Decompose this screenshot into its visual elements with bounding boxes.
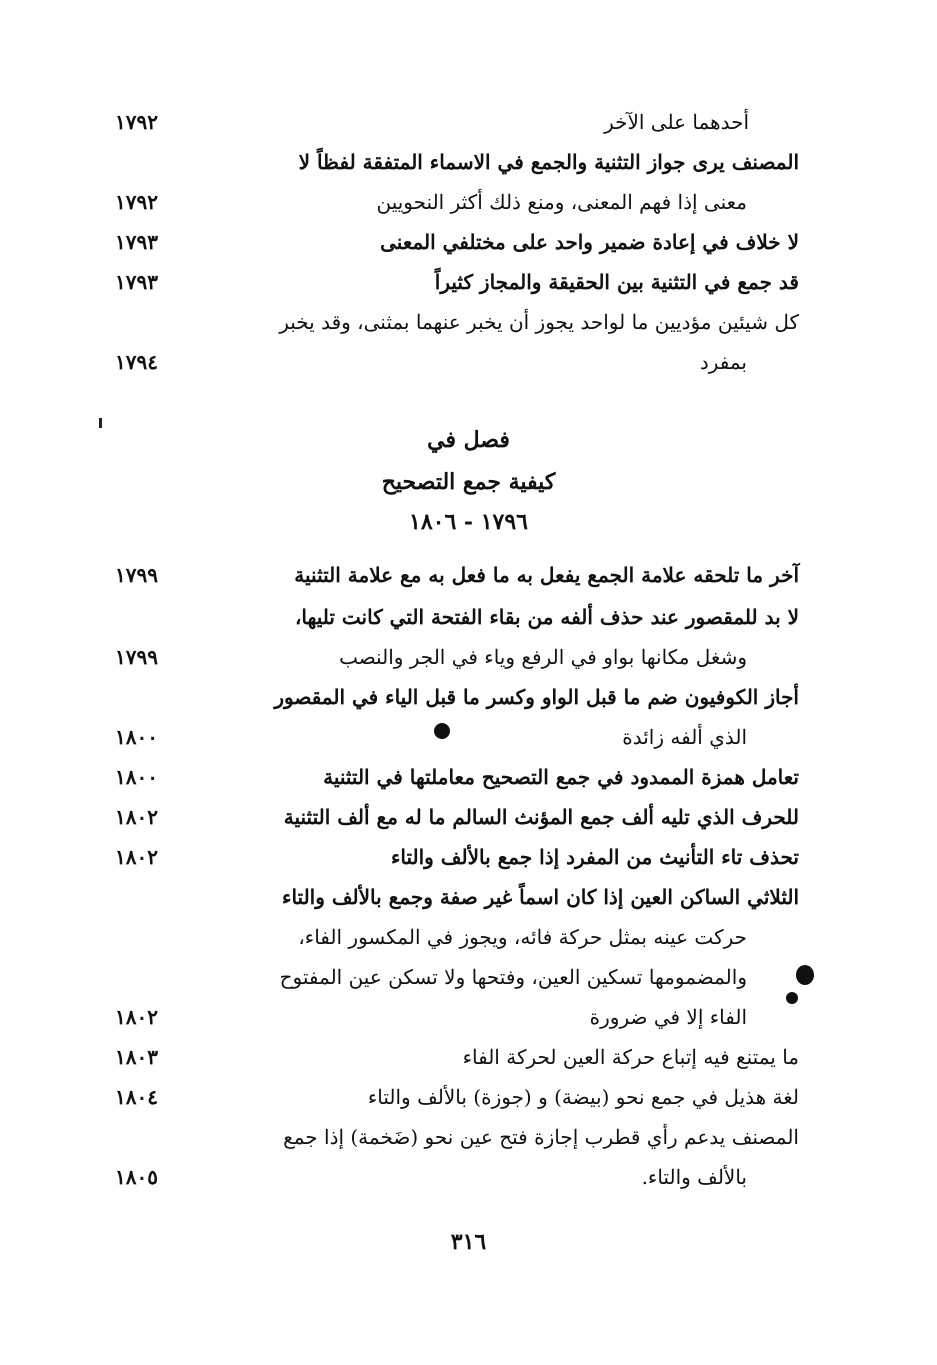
entry-number: ١٧٩٩ [115,645,158,669]
ink-blot [796,965,814,985]
index-entry [0,837,937,877]
entry-number: ١٧٩٩ [115,563,158,587]
entry-number: ١٨٠٣ [115,1045,158,1069]
scan-mark [99,418,102,428]
index-entry [0,1037,937,1077]
entry-text: والمضمومها تسكين العين، وفتحها ولا تسكن عين المفتوح [279,965,747,989]
entry-text: وشغل مكانها بواو في الرفع وياء في الجر والنصب [339,645,747,669]
index-entry [0,677,937,717]
entry-text: كل شيئين مؤديين ما لواحد يجوز أن يخبر عنهما بمثنى، وقد يخبر [279,310,799,334]
index-entry [0,797,937,837]
ink-blot [786,992,798,1004]
index-entry [0,102,937,142]
page-number: ٣١٦ [450,1229,487,1255]
entry-text: حركت عينه بمثل حركة فائه، ويجوز في المكسور الفاء، [298,925,747,949]
entry-text: الفاء إلا في ضرورة [589,1005,747,1029]
section-heading-line-2: كيفية جمع التصحيح [381,469,556,495]
entry-number: ١٧٩٢ [115,110,158,134]
index-entry [0,877,937,917]
entry-number: ١٨٠٢ [115,1005,158,1029]
entry-text: أجاز الكوفيون ضم ما قبل الواو وكسر ما قبل الياء في المقصور [274,685,799,709]
entry-number: ١٨٠٤ [115,1085,158,1109]
entry-number: ١٧٩٤ [115,350,158,374]
entry-text: معنى إذا فهم المعنى، ومنع ذلك أكثر النحويين [376,190,747,214]
entry-number: ١٨٠٥ [115,1165,158,1189]
entry-text: قد جمع في التثنية بين الحقيقة والمجاز كثيراً [434,270,799,294]
entry-number: ١٧٩٣ [115,270,158,294]
index-entry [0,262,937,302]
index-entry [0,597,937,637]
index-entry [0,342,937,382]
entry-text: أحدهما على الآخر [604,110,749,134]
entry-number: ١٧٩٢ [115,190,158,214]
entry-number: ١٨٠٠ [115,765,158,789]
index-entry [0,997,937,1037]
index-entry [0,222,937,262]
entry-text: الثلاثي الساكن العين إذا كان اسماً غير صفة وجمع بالألف والتاء [282,885,799,909]
entry-text: الذي ألفه زائدة [622,725,747,749]
index-entry [0,917,937,957]
entry-text: للحرف الذي تليه ألف جمع المؤنث السالم ما له مع ألف التثنية [283,805,799,829]
entry-text: تحذف تاء التأنيث من المفرد إذا جمع بالألف والتاء [391,845,799,869]
entry-text: لغة هذيل في جمع نحو (بيضة) و (جوزة) بالألف والتاء [367,1085,799,1109]
entry-text: بالألف والتاء. [641,1165,747,1189]
index-entry [0,302,937,342]
entry-number: ١٨٠٢ [115,805,158,829]
entry-text: آخر ما تلحقه علامة الجمع يفعل به ما فعل به مع علامة التثنية [294,563,799,587]
index-entry [0,757,937,797]
index-entry [0,555,937,595]
index-entry [0,1077,937,1117]
entry-text: المصنف يرى جواز التثنية والجمع في الاسماء المتفقة لفظاً لا [298,150,799,174]
index-entry [0,182,937,222]
entry-number: ١٨٠٠ [115,725,158,749]
entry-text: ما يمتنع فيه إتباع حركة العين لحركة الفاء [462,1045,799,1069]
entry-number: ١٧٩٣ [115,230,158,254]
ink-blot [434,723,450,739]
index-entry [0,1157,937,1197]
entry-text: لا بد للمقصور عند حذف ألفه من بقاء الفتحة التي كانت تليها، [294,605,799,629]
entry-text: لا خلاف في إعادة ضمير واحد على مختلفي المعنى [380,230,799,254]
entry-text: بمفرد [699,350,747,374]
index-entry [0,717,937,757]
entry-text: المصنف يدعم رأي قطرب إجازة فتح عين نحو (ضَخمة) إذا جمع [283,1125,799,1149]
entry-text: تعامل همزة الممدود في جمع التصحيح معاملتها في التثنية [323,765,799,789]
section-heading-line-1: فصل في [427,427,510,453]
index-entry [0,637,937,677]
index-entry [0,142,937,182]
section-page-range: ١٧٩٦ - ١٨٠٦ [409,509,528,535]
entry-number: ١٨٠٢ [115,845,158,869]
index-entry [0,1117,937,1157]
